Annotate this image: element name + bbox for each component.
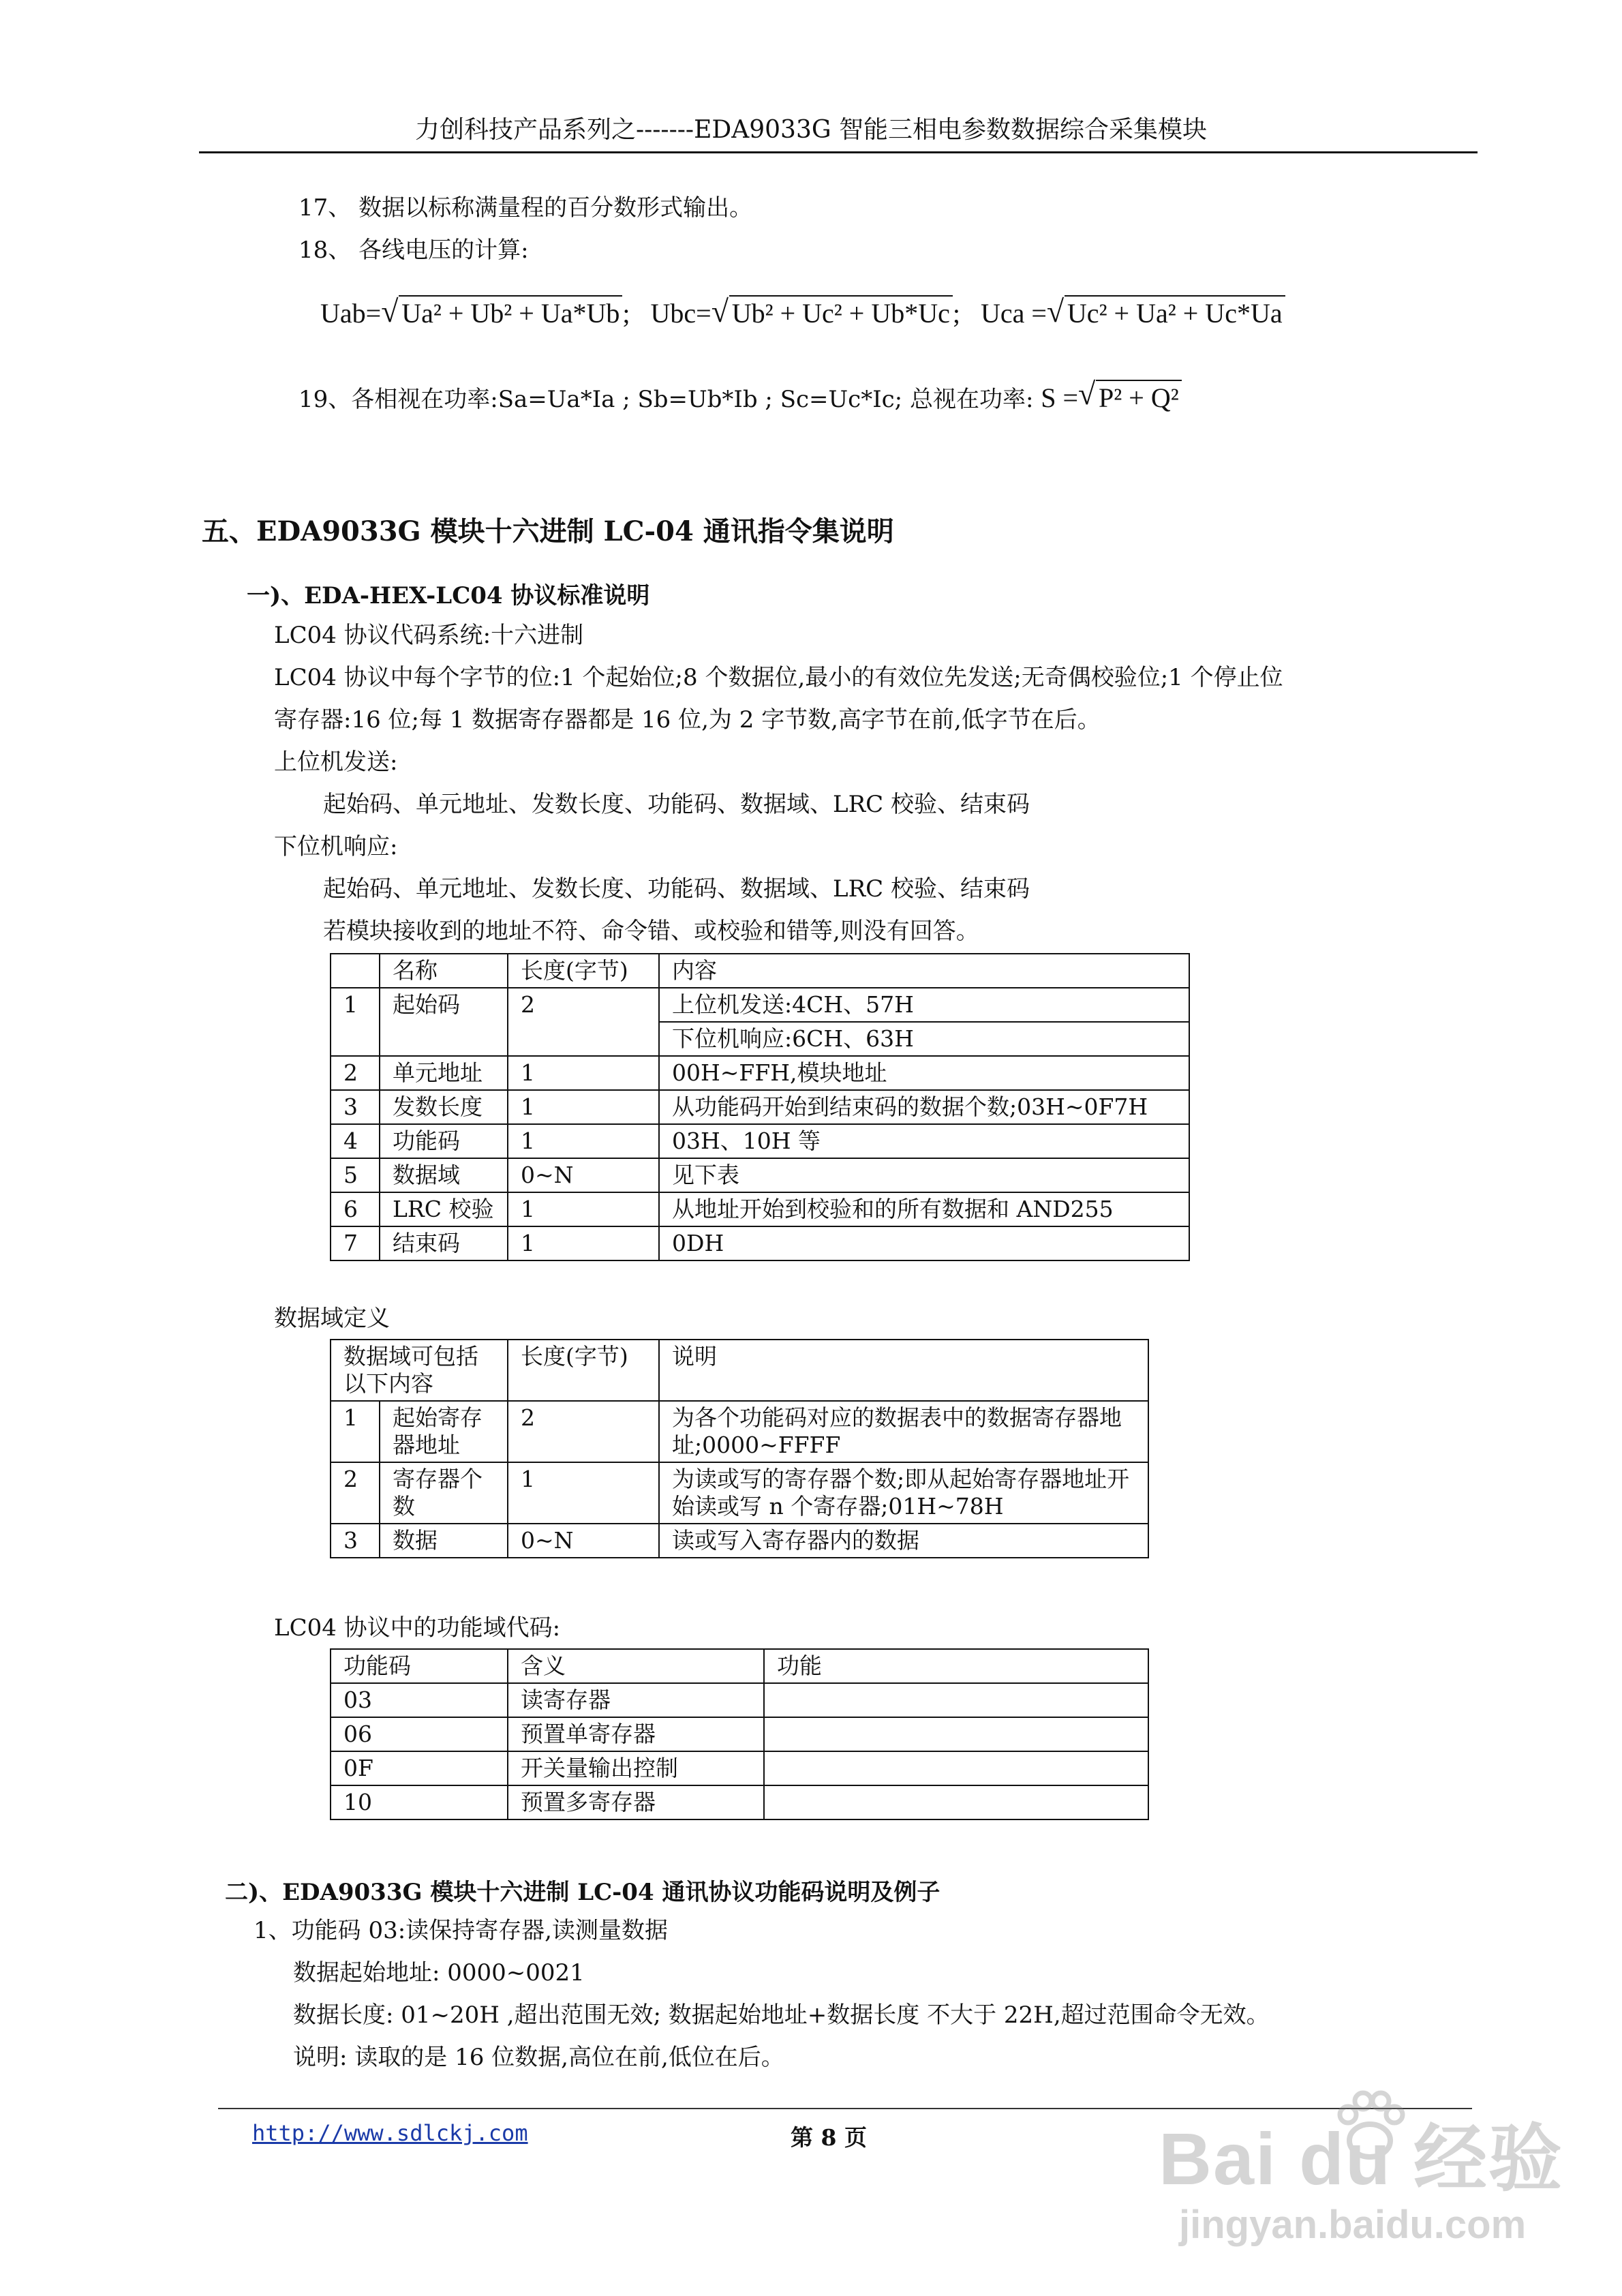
item-18: 18、 各线电压的计算: — [299, 237, 529, 264]
table-cell: 读或写入寄存器内的数据 — [659, 1524, 1148, 1558]
uca-expr: Uc² + Ua² + Uc*Ua — [1065, 295, 1285, 329]
table-cell: LRC 校验 — [380, 1192, 508, 1226]
table-header-row — [331, 1649, 1148, 1683]
table-row — [331, 1401, 1148, 1462]
table-cell: 6 — [331, 1192, 380, 1226]
table-header-cell: 长度(字节) — [508, 954, 659, 988]
table-header-cell: 含义 — [508, 1649, 764, 1683]
table-cell: 3 — [331, 1524, 380, 1558]
table-header-row — [331, 1340, 1148, 1401]
table-cell: 2 — [508, 988, 659, 1056]
table-cell: 从功能码开始到结束码的数据个数;03H~0F7H — [659, 1090, 1189, 1124]
table-cell: 0DH — [659, 1226, 1189, 1260]
table-row — [331, 1524, 1148, 1558]
header-rule — [199, 151, 1478, 153]
table-header-cell: 功能码 — [331, 1649, 508, 1683]
table-row — [331, 1124, 1189, 1158]
function-code-table — [330, 1648, 1149, 1820]
table-row — [331, 1090, 1189, 1124]
uab-sep: ; — [622, 298, 630, 329]
table-cell: 开关量输出控制 — [508, 1751, 764, 1785]
uab-label: Uab= — [320, 298, 382, 329]
data-start-address: 数据起始地址: 0000~0021 — [293, 1959, 585, 1987]
function-code-03-title: 1、功能码 03:读保持寄存器,读测量数据 — [254, 1917, 668, 1944]
footer-website-link[interactable]: http://www.sdlckj.com — [252, 2120, 528, 2146]
table-cell: 2 — [508, 1401, 659, 1462]
table-row — [331, 1056, 1189, 1090]
table-cell: 1 — [331, 1401, 380, 1462]
table-cell: 数据 — [380, 1524, 508, 1558]
table-cell: 5 — [331, 1158, 380, 1192]
table-cell: 06 — [331, 1717, 508, 1751]
line-voltage-formulas — [320, 297, 1285, 329]
table-cell: 1 — [508, 1124, 659, 1158]
item-17: 17、 数据以标称满量程的百分数形式输出。 — [299, 194, 753, 222]
host-send-frame: 起始码、单元地址、发数长度、功能码、数据域、LRC 校验、结束码 — [323, 791, 1030, 818]
section-5-title: 五、EDA9033G 模块十六进制 LC-04 通讯指令集说明 — [202, 515, 894, 547]
watermark-url: jingyan.baidu.com — [1179, 2203, 1527, 2247]
host-send-label: 上位机发送: — [274, 749, 398, 776]
data-field-table — [330, 1339, 1149, 1558]
table-header-cell: 名称 — [380, 954, 508, 988]
table-row — [331, 1785, 1148, 1819]
table-cell: 1 — [508, 1462, 659, 1524]
table-cell — [764, 1683, 1148, 1717]
table-cell: 预置单寄存器 — [508, 1717, 764, 1751]
table-cell: 0~N — [508, 1158, 659, 1192]
watermark-brand: Bai du 经验 — [1159, 2117, 1564, 2200]
table-row — [331, 1751, 1148, 1785]
uca-label: Uca = — [980, 298, 1047, 329]
item-19-text: 19、各相视在功率:Sa=Ua*Ia ; Sb=Ub*Ib ; Sc=Uc*Ic; 总视在功率: — [299, 386, 1034, 413]
item-19 — [299, 383, 1182, 414]
s-label: S = — [1041, 382, 1079, 413]
table-row — [331, 988, 1189, 1022]
table-header-cell — [331, 954, 380, 988]
table-cell: 7 — [331, 1226, 380, 1260]
table-cell: 起始寄存器地址 — [380, 1401, 508, 1462]
table-row — [331, 1683, 1148, 1717]
data-length: 数据长度: 01~20H ,超出范围无效; 数据起始地址+数据长度 不大于 22H,超过范围命令无效。 — [293, 2002, 1270, 2029]
table-cell: 预置多寄存器 — [508, 1785, 764, 1819]
table-cell: 03 — [331, 1683, 508, 1717]
table-cell — [764, 1717, 1148, 1751]
table-cell: 发数长度 — [380, 1090, 508, 1124]
subsection-2-title: 二)、EDA9033G 模块十六进制 LC-04 通讯协议功能码说明及例子 — [225, 1879, 940, 1906]
baidu-watermark — [1159, 2072, 1595, 2270]
table-header-cell: 长度(字节) — [508, 1340, 659, 1401]
uab-expr: Ua² + Ub² + Ua*Ub — [399, 295, 622, 329]
table-header-cell: 说明 — [659, 1340, 1148, 1401]
table-cell: 4 — [331, 1124, 380, 1158]
slave-response-frame: 起始码、单元地址、发数长度、功能码、数据域、LRC 校验、结束码 — [323, 875, 1030, 903]
page-header-title: 力创科技产品系列之-------EDA9033G 智能三相电参数数据综合采集模块 — [414, 116, 1208, 144]
function-code-caption: LC04 协议中的功能域代码: — [274, 1614, 561, 1642]
table-cell: 1 — [508, 1090, 659, 1124]
table-cell: 0F — [331, 1751, 508, 1785]
table-cell — [764, 1751, 1148, 1785]
table-cell: 0~N — [508, 1524, 659, 1558]
table-cell: 下位机响应:6CH、63H — [659, 1022, 1189, 1056]
table-cell: 从地址开始到校验和的所有数据和 AND255 — [659, 1192, 1189, 1226]
table-cell: 为各个功能码对应的数据表中的数据寄存器地址;0000~FFFF — [659, 1401, 1148, 1462]
ubc-label: Ubc= — [650, 298, 711, 329]
table-cell: 读寄存器 — [508, 1683, 764, 1717]
ubc-expr: Ub² + Uc² + Ub*Uc — [729, 295, 953, 329]
total-apparent-power-formula — [1041, 382, 1182, 413]
ubc-sqrt — [711, 297, 953, 329]
table-cell: 上位机发送:4CH、57H — [659, 988, 1189, 1022]
table-cell: 为读或写的寄存器个数;即从起始寄存器地址开始读或写 n 个寄存器;01H~78H — [659, 1462, 1148, 1524]
table-row — [331, 1462, 1148, 1524]
table-cell: 1 — [331, 988, 380, 1056]
table-row — [331, 1192, 1189, 1226]
table-cell: 单元地址 — [380, 1056, 508, 1090]
subsection-1-title: 一)、EDA-HEX-LC04 协议标准说明 — [247, 582, 650, 609]
protocol-line-1: LC04 协议代码系统:十六进制 — [274, 622, 584, 649]
table-cell: 见下表 — [659, 1158, 1189, 1192]
table-cell: 2 — [331, 1462, 380, 1524]
frame-format-table — [330, 953, 1190, 1261]
data-field-caption: 数据域定义 — [274, 1305, 390, 1332]
table-cell: 功能码 — [380, 1124, 508, 1158]
table-cell: 00H~FFH,模块地址 — [659, 1056, 1189, 1090]
table-row — [331, 1158, 1189, 1192]
table-cell: 10 — [331, 1785, 508, 1819]
table-cell: 寄存器个数 — [380, 1462, 508, 1524]
page-number: 第 8 页 — [791, 2124, 867, 2151]
table-cell: 1 — [508, 1226, 659, 1260]
table-cell: 2 — [331, 1056, 380, 1090]
data-note: 说明: 读取的是 16 位数据,高位在前,低位在后。 — [293, 2044, 784, 2071]
table-row — [331, 1226, 1189, 1260]
table-header-cell: 数据域可包括以下内容 — [331, 1340, 508, 1401]
table-cell: 起始码 — [380, 988, 508, 1056]
table-cell: 结束码 — [380, 1226, 508, 1260]
table-cell: 03H、10H 等 — [659, 1124, 1189, 1158]
table-cell: 3 — [331, 1090, 380, 1124]
s-expr: P² + Q² — [1096, 380, 1182, 413]
table-cell: 1 — [508, 1056, 659, 1090]
table-header-cell: 功能 — [764, 1649, 1148, 1683]
s-sqrt — [1078, 383, 1182, 413]
table-row — [331, 1717, 1148, 1751]
table-header-row — [331, 954, 1189, 988]
table-header-cell: 内容 — [659, 954, 1189, 988]
table-cell: 1 — [508, 1192, 659, 1226]
protocol-line-2: LC04 协议中每个字节的位:1 个起始位;8 个数据位,最小的有效位先发送;无奇偶校验位;1 个停止位 — [274, 664, 1283, 691]
no-reply-note: 若模块接收到的地址不符、命令错、或校验和错等,则没有回答。 — [323, 918, 979, 945]
ubc-sep: ; — [952, 298, 960, 329]
table-cell — [764, 1785, 1148, 1819]
slave-response-label: 下位机响应: — [274, 833, 398, 860]
protocol-line-3: 寄存器:16 位;每 1 数据寄存器都是 16 位,为 2 字节数,高字节在前,低字节在后。 — [274, 706, 1101, 734]
table-cell: 数据域 — [380, 1158, 508, 1192]
uab-sqrt — [381, 297, 622, 329]
uca-sqrt — [1047, 297, 1285, 329]
